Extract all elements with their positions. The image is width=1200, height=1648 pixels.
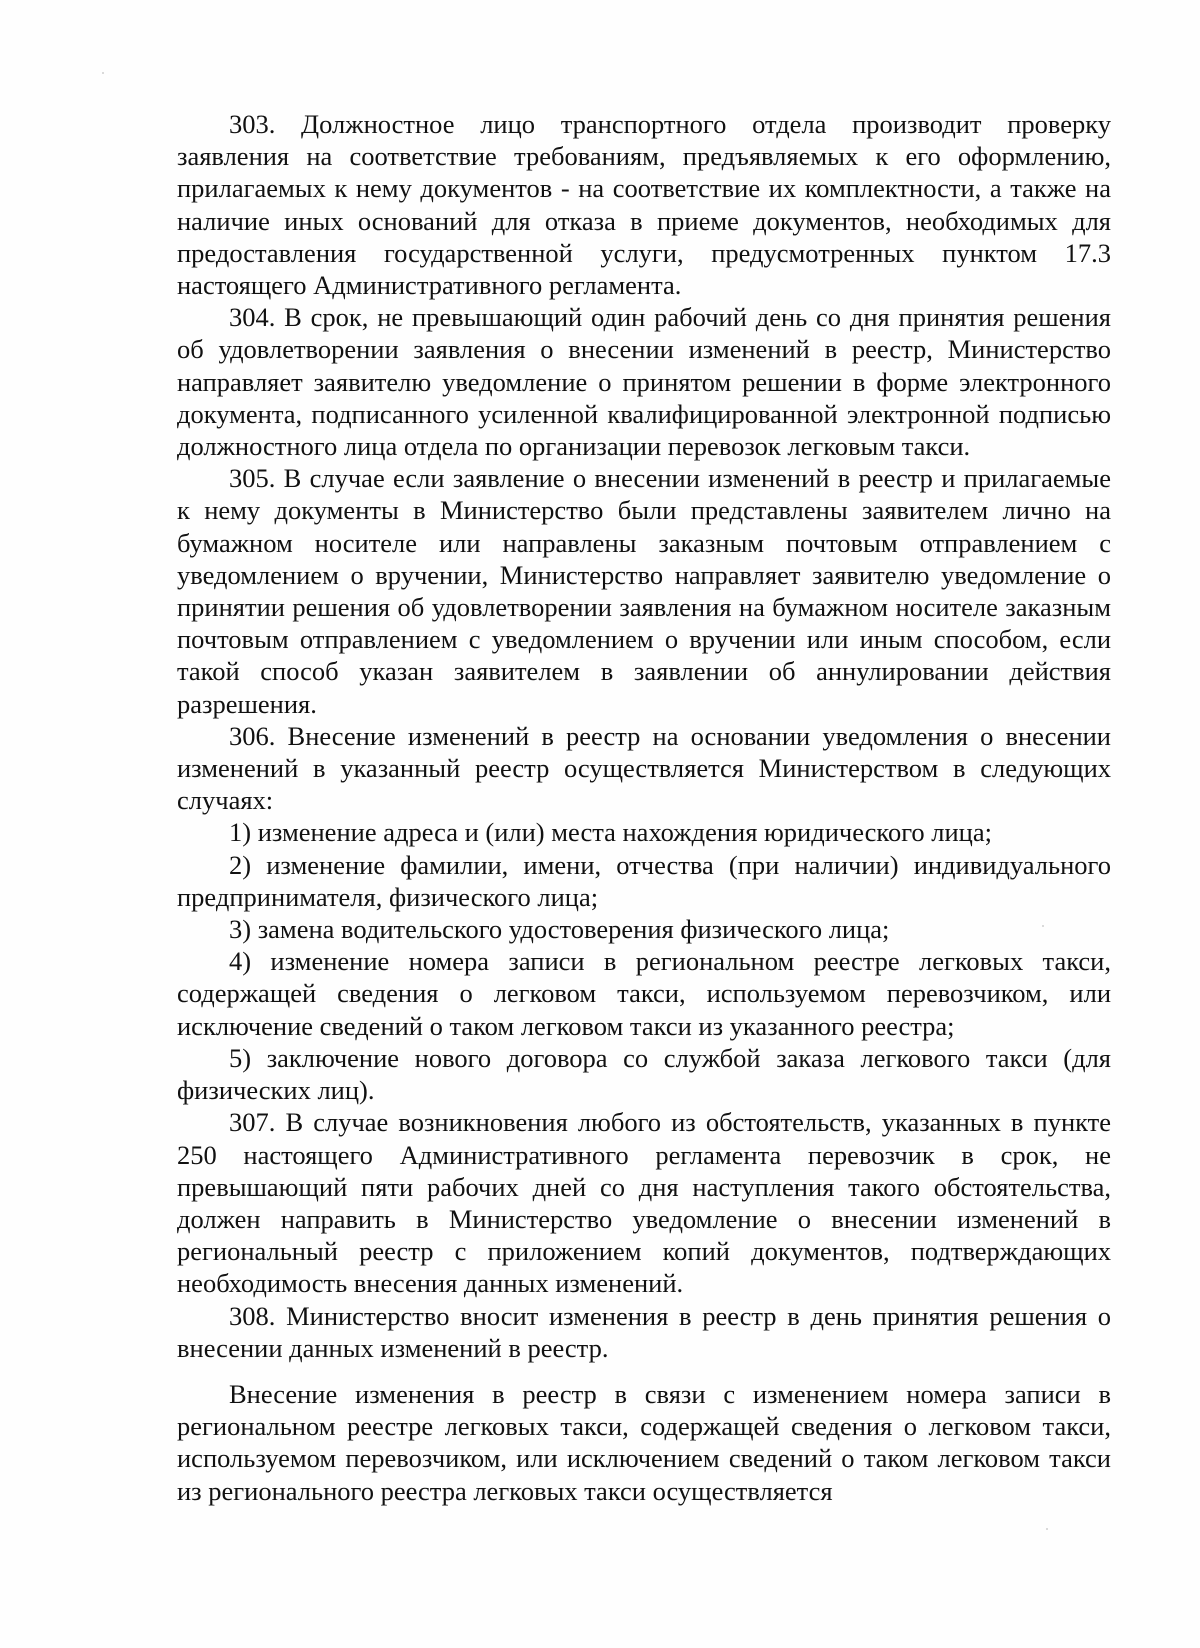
list-item-1: 1) изменение адреса и (или) места нахождения юридического лица; (229, 817, 992, 848)
paragraph-304: 304. В срок, не превышающий один рабочий день со дня принятия решения об удовлетворении заявления о внесении изменений в реестр, Министерство направляет заявителю уведомление о принятом решении в форме электронного документа, подписанного усиленной квалифицированной электронной подписью должностного лица отдела по организации перевозок легковым такси. (177, 302, 1111, 462)
paragraph-303: 303. Должностное лицо транспортного отдела производит проверку заявления на соответствие требованиям, предъявляемых к его оформлению, прилагаемых к нему документов - на соответствие их комплектности, а также на наличие иных оснований для отказа в приеме документов, необходимых для предоставления государственной услуги, предусмотренных пунктом 17.3 настоящего Административного регламента. (177, 109, 1111, 301)
paragraph-continuation: Внесение изменения в реестр в связи с изменением номера записи в региональном реестре легковых такси, содержащей сведения о легковом такси, используемом перевозчиком, или исключением сведений о таком легковом такси из регионального реестра легковых такси осуществляется (177, 1378, 1111, 1506)
list-item-4: 4) изменение номера записи в региональном реестре легковых такси, содержащей сведения о легковом такси, используемом перевозчиком, или исключение сведений о таком легковом такси из указанного реестра; (177, 946, 1111, 1041)
paragraph-308: 308. Министерство вносит изменения в реестр в день принятия решения о внесении данных изменений в реестр. (177, 1300, 1111, 1363)
document-body (177, 108, 1111, 1507)
list-item-5: 5) заключение нового договора со службой заказа легкового такси (для физических лиц). (177, 1042, 1111, 1106)
paragraph-306: 306. Внесение изменений в реестр на основании уведомления о внесении изменений в указанный реестр осуществляется Министерством в следующих случаях: (177, 720, 1111, 816)
list-item-2: 2) изменение фамилии, имени, отчества (при наличии) индивидуального предпринимателя, физического лица; (177, 849, 1111, 912)
scan-speck (102, 72, 104, 74)
paragraph-307: 307. В случае возникновения любого из обстоятельств, указанных в пункте 250 настоящего Административного регламента перевозчик в срок, не превышающий пяти рабочих дней со дня наступления такого обстоятельства, должен направить в Министерство уведомление о внесении изменений в региональный реестр с приложением копий документов, подтверждающих необходимость внесения данных изменений. (177, 1107, 1111, 1299)
scan-speck (1046, 1528, 1048, 1530)
paragraph-305: 305. В случае если заявление о внесении изменений в реестр и прилагаемые к нему документы в Министерство были представлены заявителем лично на бумажном носителе или направлены заказным почтовым отправлением с уведомлением о вручении, Министерство направляет заявителю уведомление о принятии решения об удовлетворении заявления на бумажном носителе заказным почтовым отправлением с уведомлением о вручении или иным способом, если такой способ указан заявителем в заявлении об аннулировании действия разрешения. (177, 463, 1111, 719)
list-item-3: 3) замена водительского удостоверения физического лица; (229, 914, 890, 945)
